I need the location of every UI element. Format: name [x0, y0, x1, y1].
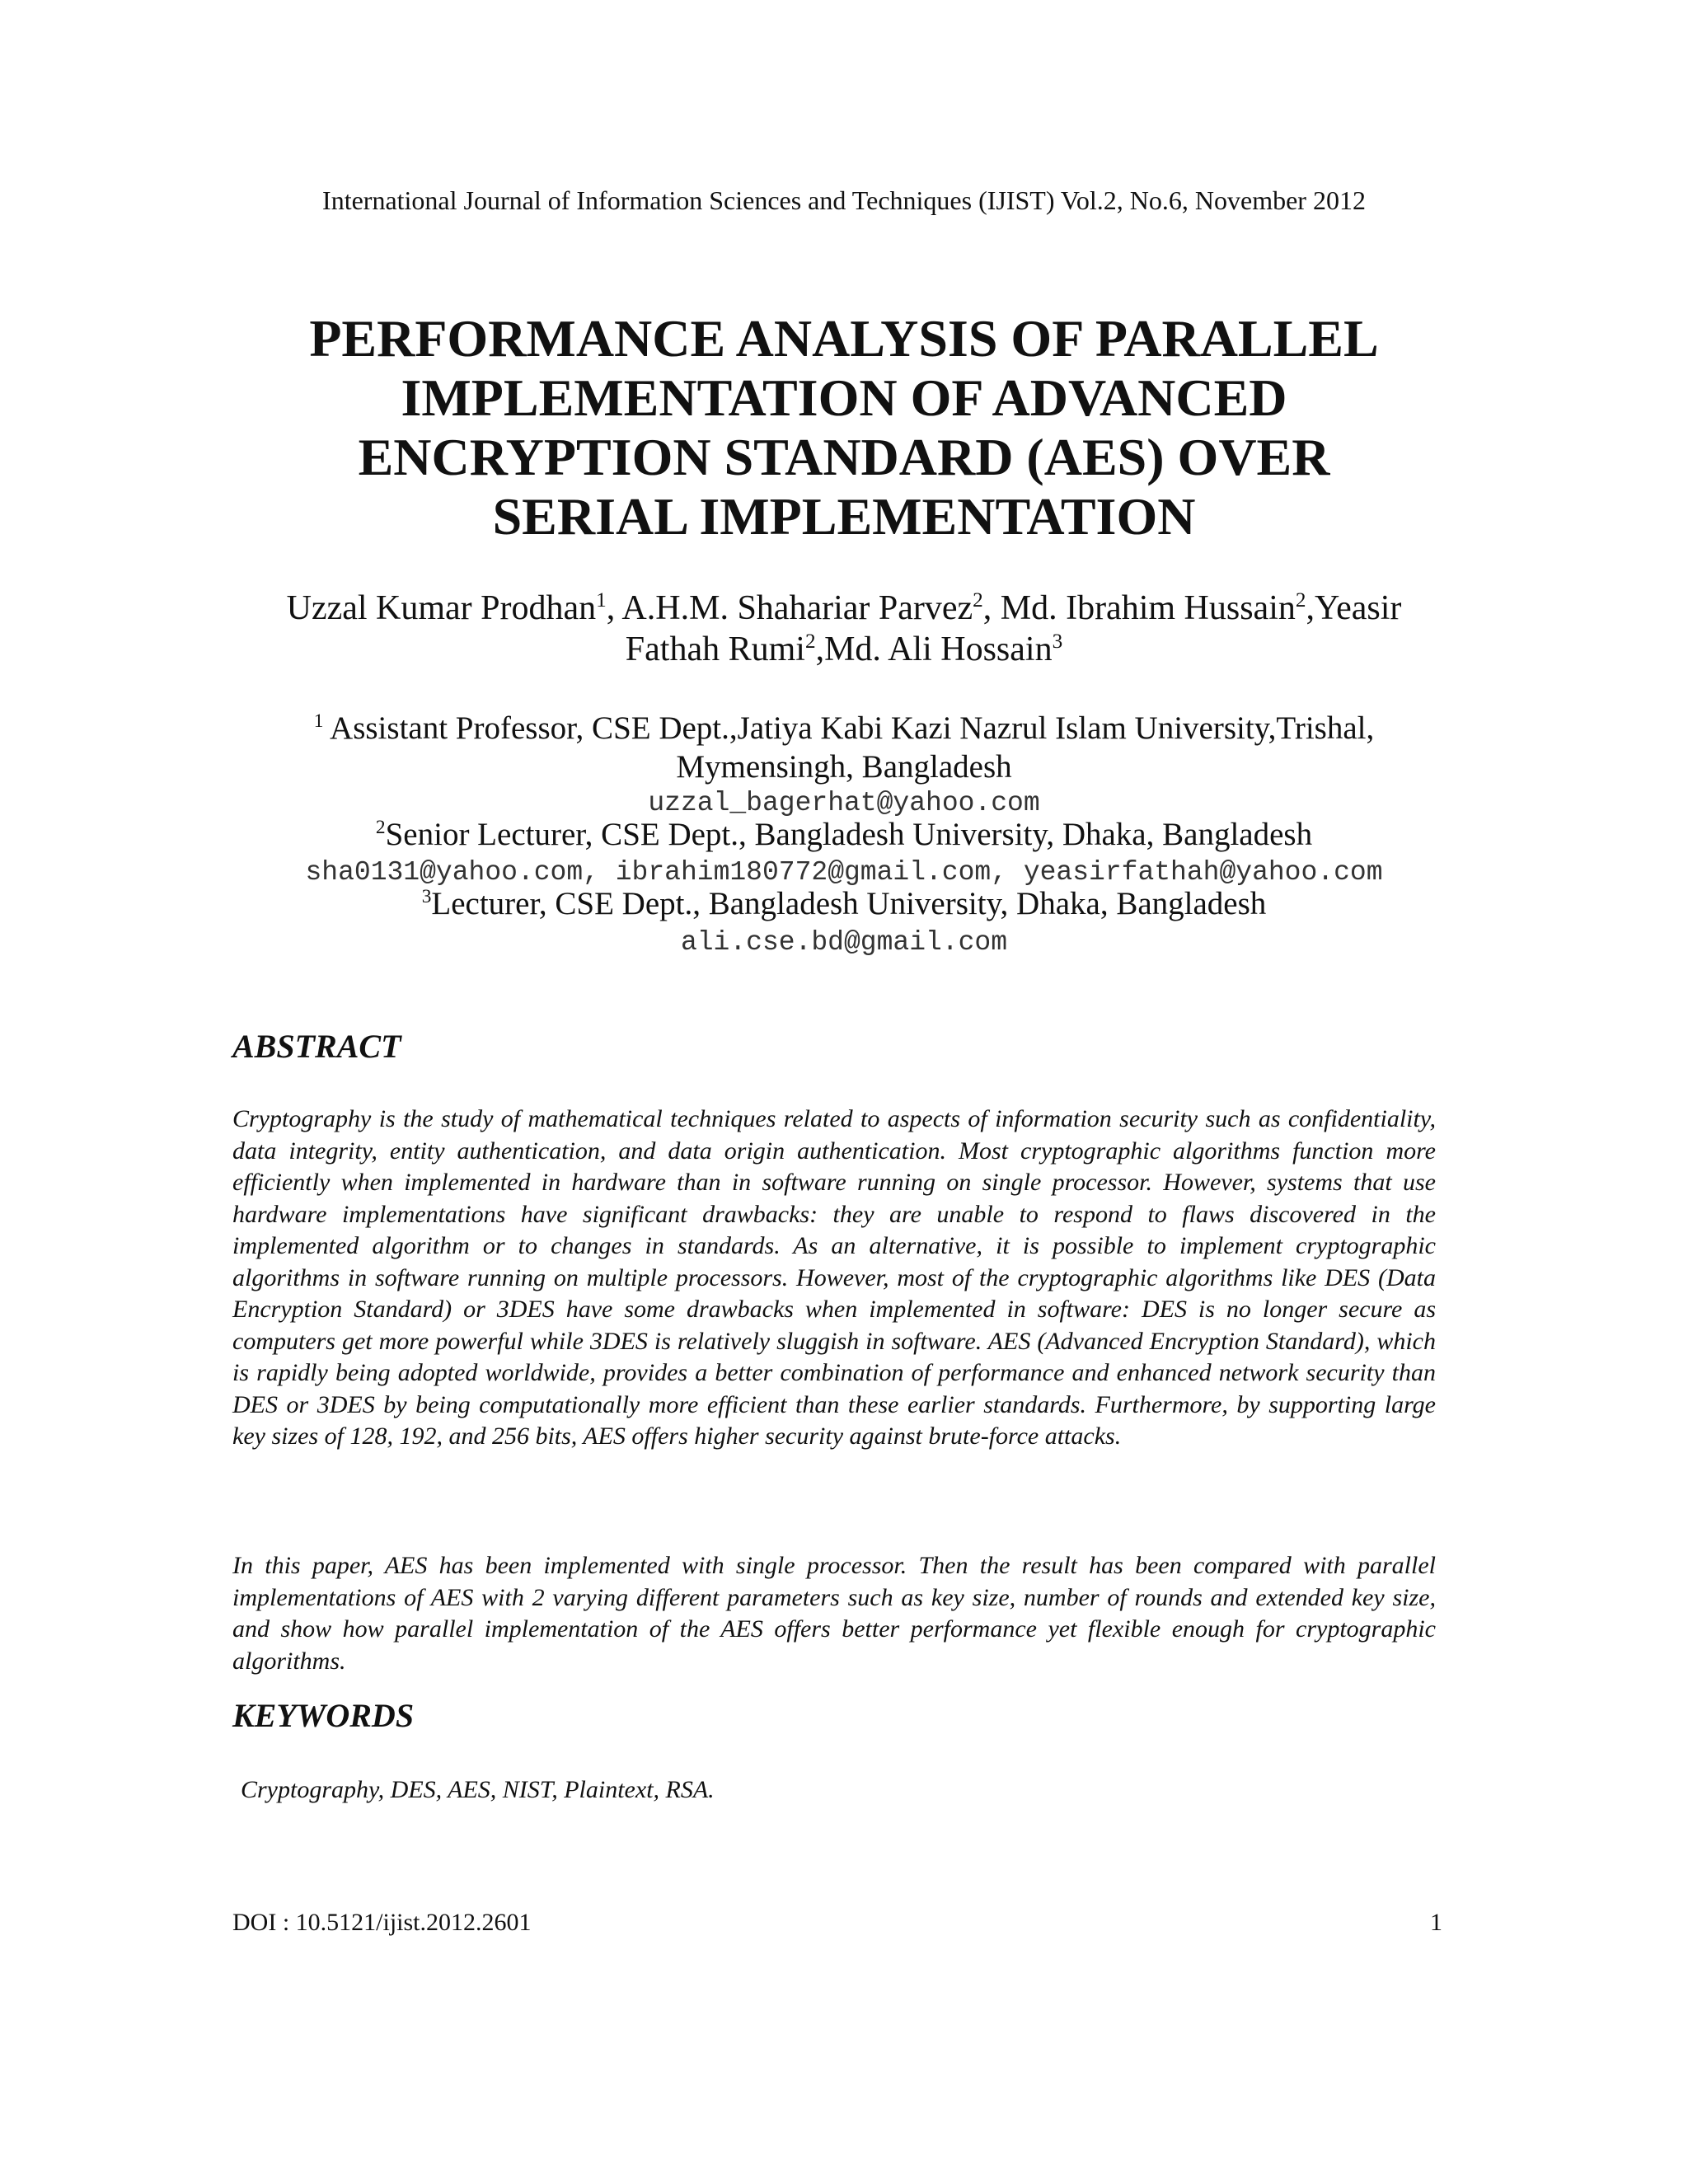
affiliation-3 — [0, 885, 1688, 923]
title-line-1: PERFORMANCE ANALYSIS OF PARALLEL — [309, 309, 1379, 368]
affiliation-text: Senior Lecturer, CSE Dept., Bangladesh University, Dhaka, Bangladesh — [385, 817, 1313, 852]
author-affiliation-marker: 2 — [804, 630, 816, 653]
email-address[interactable]: ali.cse.bd@gmail.com — [680, 927, 1008, 958]
author-affiliation-marker: 2 — [973, 589, 983, 612]
abstract-paragraph-2: In this paper, AES has been implemented with single processor. Then the result has been compared with parallel implementations of AES with 2 varying different parameters such as key size, number of rounds and extended key size, and show how parallel implementation of the AES offers better performance yet flexible enough for cryptographic algorithms. — [232, 1552, 1436, 1675]
keywords-list: Cryptography, DES, AES, NIST, Plaintext, RSA. — [241, 1776, 715, 1803]
title-line-3: ENCRYPTION STANDARD (AES) OVER — [358, 428, 1330, 486]
title-line-2: IMPLEMENTATION OF ADVANCED — [401, 368, 1287, 427]
affiliation-marker: 1 — [313, 710, 324, 732]
affiliation-marker: 3 — [421, 886, 432, 907]
affiliation-marker: 2 — [375, 817, 386, 838]
affiliation-1-line-1 — [0, 710, 1688, 748]
author-name: Uzzal Kumar Prodhan — [286, 589, 597, 627]
affiliation-1-line-2: Mymensingh, Bangladesh — [676, 749, 1012, 785]
abstract-paragraph-1: Cryptography is the study of mathematical techniques related to aspects of information security such as confidentiality, data integrity, entity authentication, and data origin authentication. Most cryptographic algorithms function more efficiently when implemented in hardware than in software running on single processor. However, systems that use hardware implementations have significant drawbacks: they are unable to respond to flaws discovered in the implemented algorithm or to changes in standards. As an alternative, it is possible to implement cryptographic algorithms in software running on multiple processors. However, most of the cryptographic algorithms like DES (Data Encryption Standard) or 3DES have some drawbacks when implemented in software: DES is no longer secure as computers get more powerful while 3DES is relatively sluggish in software. AES (Advanced Encryption Standard), which is rapidly being adopted worldwide, provides a better combination of performance and enhanced network security than DES or 3DES by being computationally more efficient than these earlier standards. Furthermore, by supporting large key sizes of 128, 192, and 256 bits, AES offers higher security against brute-force attacks. — [232, 1105, 1436, 1450]
author-affiliation-marker: 1 — [596, 589, 607, 612]
page-number: 1 — [1430, 1909, 1442, 1936]
email-address-list[interactable]: sha0131@yahoo.com, ibrahim180772@gmail.com, yeasirfathah@yahoo.com — [305, 857, 1383, 888]
doi-footer: DOI : 10.5121/ijist.2012.2601 — [232, 1909, 532, 1936]
title-line-4: SERIAL IMPLEMENTATION — [492, 487, 1196, 546]
email-address[interactable]: uzzal_bagerhat@yahoo.com — [648, 788, 1040, 818]
running-header: International Journal of Information Sciences and Techniques (IJIST) Vol.2, No.6, November 2012 — [322, 185, 1366, 215]
affiliation-text: Assistant Professor, CSE Dept.,Jatiya Kabi Kazi Nazrul Islam University,Trishal, — [323, 710, 1375, 746]
keywords-heading: KEYWORDS — [232, 1697, 415, 1734]
affiliation-2 — [0, 816, 1688, 854]
author-affiliation-marker: 2 — [1295, 589, 1306, 612]
paper-title — [0, 309, 1688, 546]
author-list-line-2 — [0, 629, 1688, 670]
author-name: ,Md. Ali Hossain — [815, 630, 1053, 668]
author-list-line-1 — [0, 588, 1688, 629]
author-name: , Md. Ibrahim Hussain — [982, 589, 1296, 627]
author-name: Fathah Rumi — [625, 630, 805, 668]
author-name: ,Yeasir — [1306, 589, 1402, 627]
author-name: , A.H.M. Shahariar Parvez — [606, 589, 973, 627]
abstract-heading: ABSTRACT — [232, 1028, 401, 1065]
affiliation-text: Lecturer, CSE Dept., Bangladesh University, Dhaka, Bangladesh — [431, 886, 1267, 921]
author-affiliation-marker: 3 — [1052, 630, 1063, 653]
